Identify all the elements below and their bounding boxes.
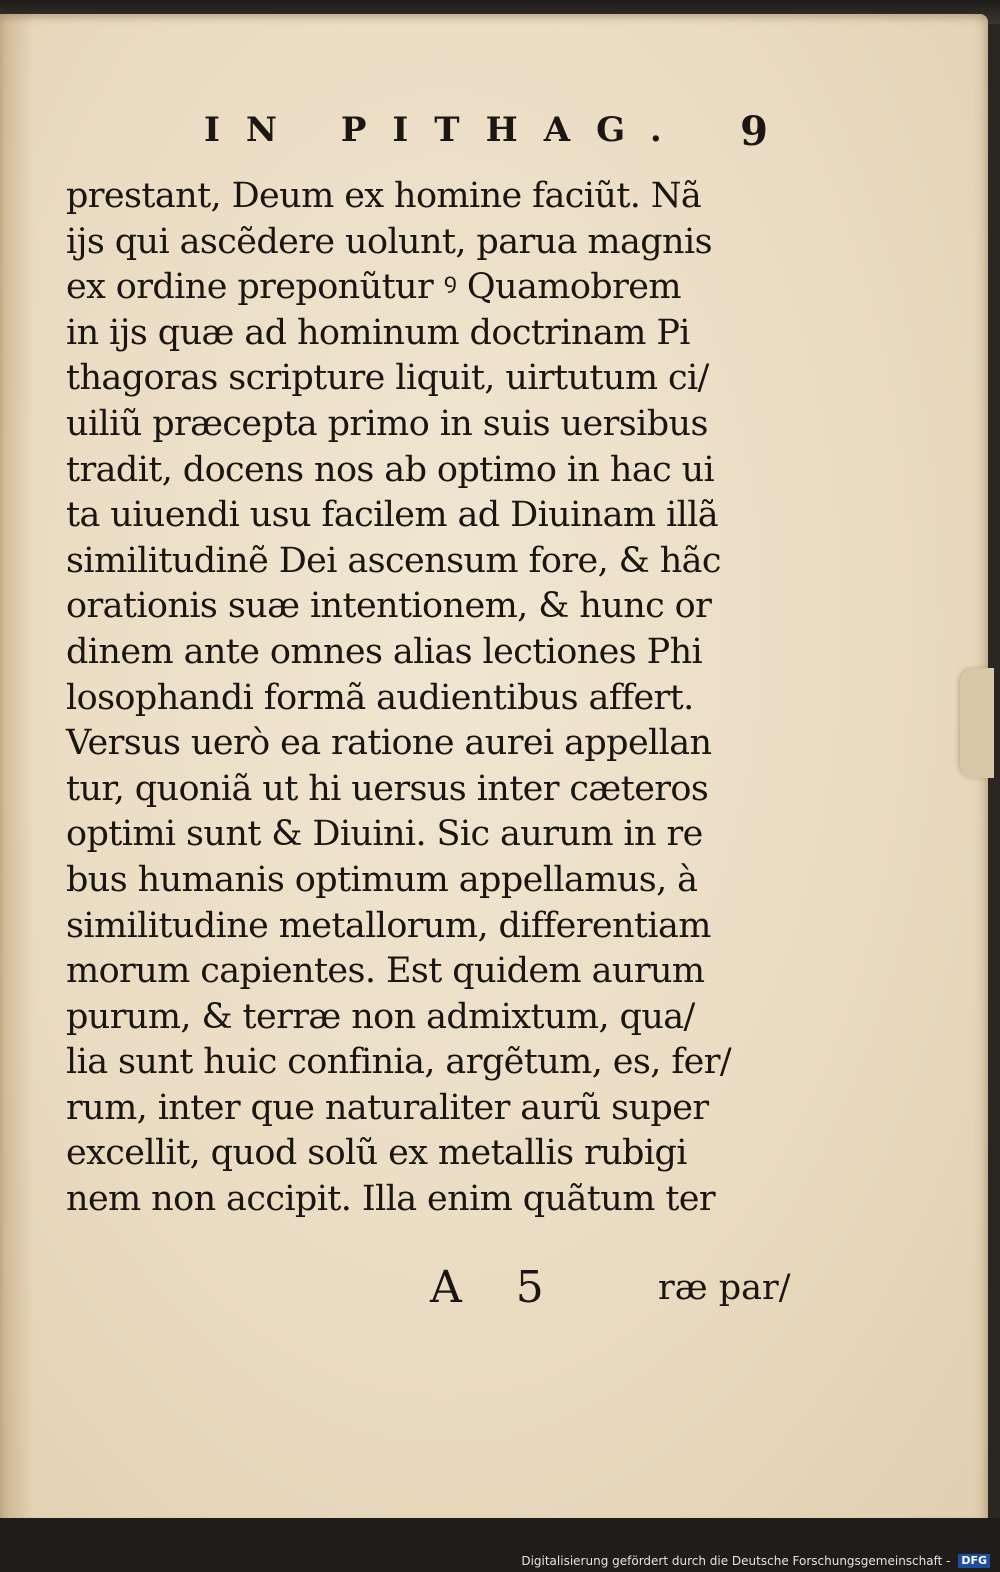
text-line: similitudinẽ Dei ascensum fore, & hãc [66,540,721,581]
text-line: thagoras scripture liquit, uirtutum ci/ [66,358,709,399]
text-line: morum capientes. Est quidem aurum [66,951,705,992]
page-number: 9 [740,108,768,155]
text-line: tradit, docens nos ab optimo in hac ui [66,449,715,490]
body-text [66,174,796,1223]
catchword: ræ par/ [658,1268,791,1308]
running-head-title: IN PITHAG. [204,110,688,150]
credit-text: Digitalisierung gefördert durch die Deutsche Forschungsgemeinschaft - [521,1553,951,1568]
running-head [196,110,776,170]
text-line: nem non accipit. Illa enim quãtum ter [66,1179,716,1220]
text-line: in ijs quæ ad hominum doctrinam Pi [66,312,690,353]
text-line: tur, quoniã ut hi uersus inter cæteros [66,768,709,809]
text-line: purum, & terræ non admixtum, qua/ [66,996,695,1037]
dfg-logo: DFG [958,1554,990,1568]
text-line: ta uiuendi usu facilem ad Diuinam illã [66,495,719,536]
text-line: excellit, quod solũ ex metallis rubigi [66,1133,687,1174]
text-line: uiliũ præcepta primo in suis uersibus [66,403,708,444]
page-edge-tab [960,668,994,778]
text-line: bus humanis optimum appellamus, à [66,859,698,900]
text-line: ex ordine preponũtur ꝰ Quamobrem [66,267,681,308]
text-line: optimi sunt & Diuini. Sic aurum in re [66,814,703,855]
text-line: Versus uerò ea ratione aurei appellan [66,723,712,764]
text-line: orationis suæ intentionem, & hunc or [66,586,712,627]
text-line: lia sunt huic confinia, argẽtum, es, fer/ [66,1042,732,1083]
text-line: rum, inter que naturaliter aurũ super [66,1087,709,1128]
text-line: dinem ante omnes alias lectiones Phi [66,631,703,672]
text-line: losophandi formã audientibus affert. [66,677,694,718]
page-gutter [0,14,34,1524]
book-page [0,14,988,1524]
text-line: similitudine metallorum, differentiam [66,905,711,946]
signature-mark: A 5 [430,1262,564,1313]
digitization-credit [521,1554,990,1569]
text-line: prestant, Deum ex homine faciũt. Nã [66,176,702,216]
scan-bottom-strip [0,1518,1000,1572]
text-line: ijs qui ascẽdere uolunt, parua magnis [66,221,712,262]
